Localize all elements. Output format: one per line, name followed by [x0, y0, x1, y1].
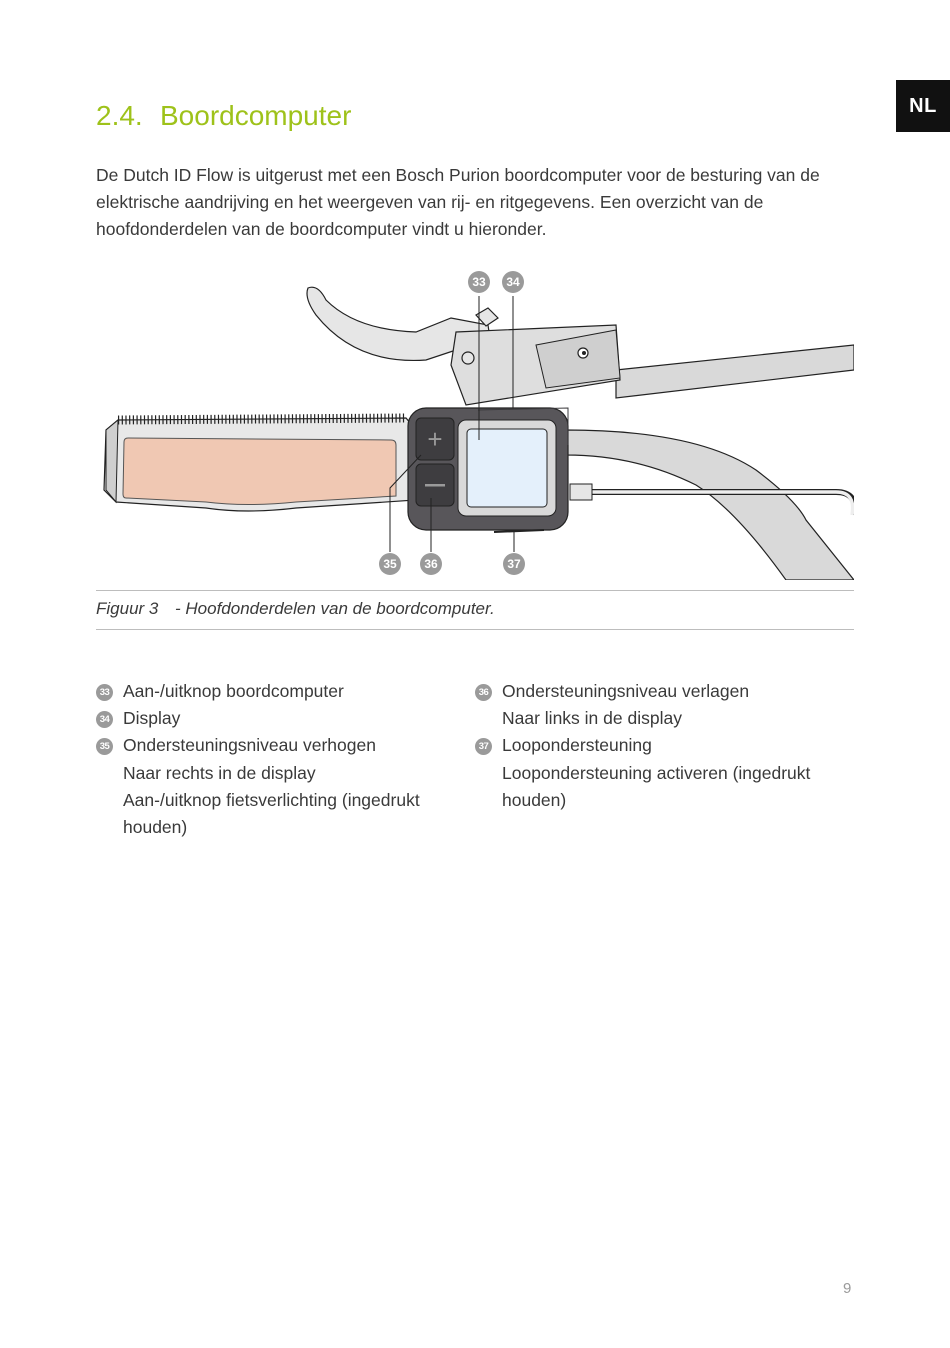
part-number-badge: 33	[96, 684, 113, 701]
language-tab: NL	[896, 80, 950, 132]
parts-list-left	[96, 678, 446, 841]
lever-pivot	[462, 352, 474, 364]
caption-label: Figuur 3	[96, 599, 159, 618]
callout-label-36: 36	[424, 557, 438, 571]
section-title-text: Boordcomputer	[160, 100, 352, 131]
part-item-35	[96, 732, 446, 841]
part-item-37	[475, 732, 830, 814]
page-number: 9	[843, 1280, 852, 1297]
caption-text: - Hoofdonderdelen van de boordcomputer.	[175, 599, 495, 618]
clamp-screw-center	[582, 351, 586, 355]
part-description: Loopondersteuning	[502, 735, 652, 756]
part-item-34	[96, 705, 446, 732]
caption-rule-bottom	[96, 629, 854, 630]
callout-label-33: 33	[472, 275, 486, 289]
handlebar-drawing	[96, 270, 854, 580]
callout-label-34: 34	[506, 275, 520, 289]
part-description: Ondersteuningsniveau verlagen	[502, 681, 750, 701]
part-description: Naar rechts in de display	[123, 762, 316, 783]
grip-pad	[123, 438, 396, 505]
plus-icon: +	[427, 424, 443, 454]
handlebar-tube	[616, 345, 854, 398]
cable-connector	[570, 484, 592, 500]
callout-label-37: 37	[507, 557, 521, 571]
figure-caption	[96, 599, 495, 619]
section-title	[96, 100, 351, 132]
part-item-36	[475, 678, 830, 732]
part-number-badge: 36	[475, 684, 492, 701]
part-description: Aan-/uitknop fietsverlichting (ingedrukt houden)	[123, 789, 420, 838]
section-number: 2.4.	[96, 100, 143, 131]
part-description: Loopondersteuning activeren (ingedrukt houden)	[502, 762, 811, 810]
display-screen	[467, 429, 547, 507]
part-number-badge: 37	[475, 738, 492, 755]
figure-handlebar-illustration	[96, 270, 854, 580]
grip-end-cap	[106, 420, 118, 502]
part-description: Aan-/uitknop boordcomputer	[123, 681, 344, 701]
part-number-badge: 34	[96, 711, 113, 728]
part-number-badge: 35	[96, 738, 113, 755]
frame-tube	[566, 430, 854, 580]
minus-icon	[425, 484, 445, 487]
part-description: Ondersteuningsniveau verhogen	[123, 735, 376, 756]
part-description: Display	[123, 708, 181, 729]
parts-list-right	[475, 678, 830, 814]
intro-paragraph: De Dutch ID Flow is uitgerust met een Bosch Purion boordcomputer voor de besturing van de elektrische aandrijving en het weergeven van rij- en ritgegevens. Een overzicht van de hoofdonderdelen van de boordcomputer vindt u hieronder.	[96, 165, 820, 239]
part-item-33	[96, 678, 446, 705]
callout-label-35: 35	[383, 557, 397, 571]
caption-rule-top	[96, 590, 854, 591]
part-description: Naar links in de display	[502, 708, 682, 729]
